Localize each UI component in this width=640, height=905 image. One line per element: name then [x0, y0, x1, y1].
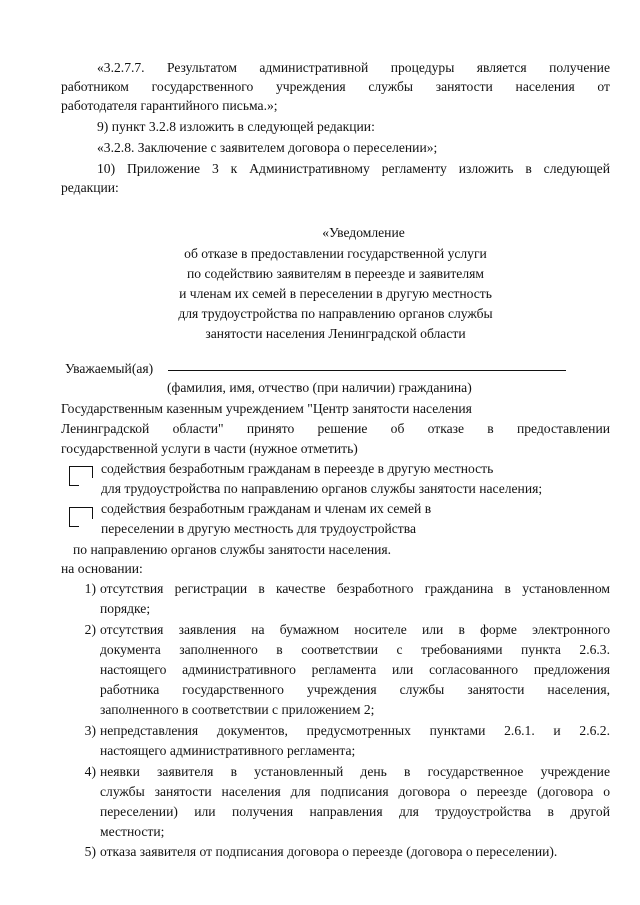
reason-3 [100, 721, 610, 761]
option-1-line-1: содействия безработным гражданам в переезде в другую местность [101, 461, 494, 476]
option-2-checkbox[interactable] [69, 507, 93, 527]
intro-paragraph-1-line-3: работодателя гарантийного письма.»; [61, 98, 278, 113]
intro-paragraph-4-line-1: 10) Приложение 3 к Административному регламенту изложить в следующей [97, 161, 610, 176]
intro-paragraph-1-line-2: работником государственного учреждения службы занятости населения от [61, 79, 610, 94]
reason-4-line-1: неявки заявителя в установленный день в государственное учреждение [100, 764, 610, 779]
reason-5-number: 5) [84, 844, 96, 859]
decision-line-1: Государственным казенным учреждением "Центр занятости населения [61, 401, 472, 416]
intro-paragraph-1-line-1: «3.2.7.7. Результатом административной процедуры является получение [97, 60, 610, 75]
reason-4 [100, 762, 610, 842]
reason-1-number: 1) [84, 581, 96, 596]
reason-2-line-4: работника государственного учреждения службы занятости населения, [100, 682, 610, 697]
reason-3-line-1: непредставления документов, предусмотренных пунктами 2.6.1. и 2.6.2. [100, 723, 610, 738]
reason-4-number: 4) [84, 764, 96, 779]
option-2-line-1: содействия безработным гражданам и членам их семей в [101, 501, 432, 516]
notice-title: «Уведомление [322, 225, 405, 240]
reason-4-line-2: службы занятости населения для подписания договора о переезде (договора о [100, 784, 610, 799]
reason-2-line-5: заполненного в соответствии с приложением 2; [100, 702, 375, 717]
intro-paragraph-4-line-2: редакции: [61, 180, 119, 195]
option-2-line-2: переселении в другую местность для трудоустройства [101, 521, 417, 536]
notice-subtitle-line-1: об отказе в предоставлении государственной услуги [184, 246, 487, 261]
reason-4-line-4: местности; [100, 824, 165, 839]
reason-3-number: 3) [84, 723, 96, 738]
reason-1-line-2: порядке; [100, 601, 151, 616]
reason-4-line-3: переселении) или получения направления для трудоустройства в другой [100, 804, 610, 819]
recipient-name-line [168, 370, 566, 371]
reason-2-number: 2) [84, 622, 96, 637]
salutation-label: Уважаемый(ая) [65, 361, 154, 376]
reason-2-line-1: отсутствия заявления на бумажном носителе или в форме электронного [100, 622, 610, 637]
reason-1-line-1: отсутствия регистрации в качестве безработного гражданина в установленном [100, 581, 610, 596]
intro-paragraph-2: 9) пункт 3.2.8 изложить в следующей редакции: [97, 119, 375, 134]
notice-subtitle-line-2: по содействию заявителям в переезде и заявителям [187, 266, 484, 281]
basis-label: на основании: [61, 561, 143, 576]
reason-2-line-3: настоящего административного регламента или согласованного предложения [100, 662, 610, 677]
notice-subtitle-line-3: и членам их семей в переселении в другую местность [179, 286, 492, 301]
decision-line-3: государственной услуги в части (нужное отметить) [61, 441, 358, 456]
recipient-name-caption: (фамилия, имя, отчество (при наличии) гражданина) [167, 380, 472, 395]
decision-line-2: Ленинградской области" принято решение об отказе в предоставлении [61, 421, 610, 436]
reason-2-line-2: документа заполненного в соответствии с требованиями пункта 2.6.3. [100, 642, 610, 657]
reason-2 [100, 620, 610, 720]
notice-subtitle-line-5: занятости населения Ленинградской области [205, 326, 466, 341]
reason-5-line-1: отказа заявителя от подписания договора о переезде (договора о переселении). [100, 844, 558, 859]
option-1-line-2: для трудоустройства по направлению органов службы занятости населения; [101, 481, 543, 496]
intro-paragraph-3: «3.2.8. Заключение с заявителем договора о переселении»; [97, 140, 438, 155]
reason-1 [100, 579, 610, 619]
reason-5 [100, 842, 610, 862]
option-1-checkbox[interactable] [69, 466, 93, 486]
reason-3-line-2: настоящего административного регламента; [100, 743, 356, 758]
notice-subtitle-line-4: для трудоустройства по направлению органов службы [178, 306, 493, 321]
option-2-line-3: по направлению органов службы занятости населения. [73, 542, 392, 557]
